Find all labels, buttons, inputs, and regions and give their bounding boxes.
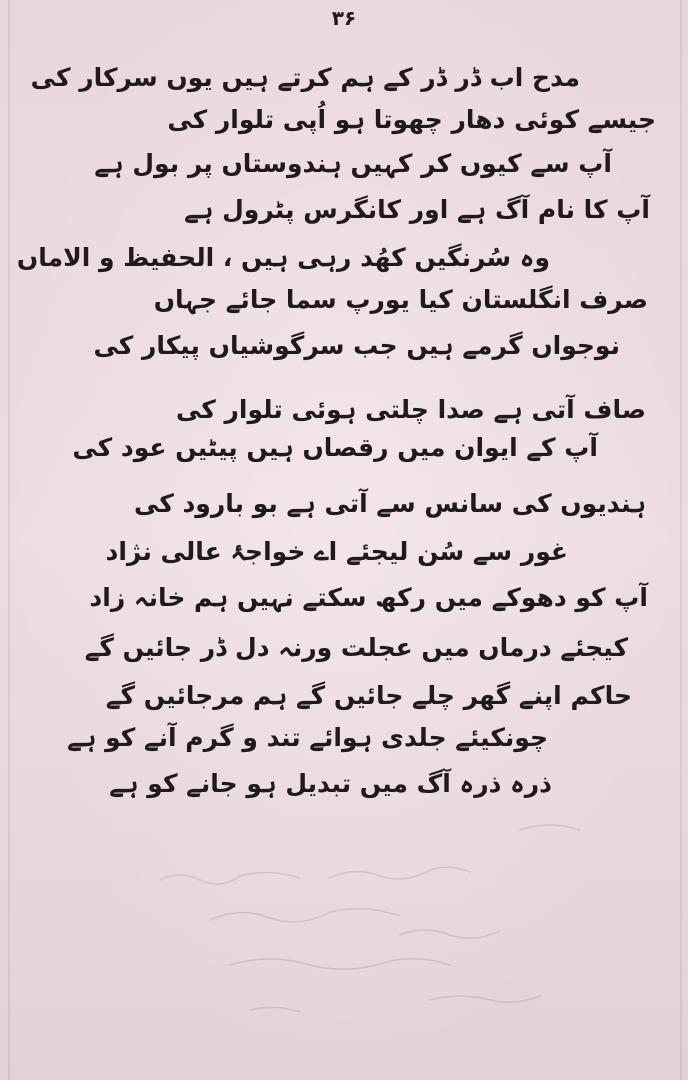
poem-line-12: آپ کو دھوکے میں رکھ سکتے نہیں ہم خانہ زاد [89,583,648,612]
poem-line-14: حاکم اپنے گھر چلے جائیں گے ہم مرجائیں گے [105,681,632,710]
poem-line-8: صاف آتی ہے صدا چلتی ہوئی تلوار کی [175,395,646,424]
poem-line-1: مدح اب ڈر ڈر کے ہم کرتے ہیں یوں سرکار کی [30,63,580,92]
poem-line-11: غور سے سُن لیجئے اے خواجۂ عالی نژاد [105,537,568,566]
poem-line-15: چونکیئے جلدی ہوائے تند و گرم آنے کو ہے [67,723,548,752]
page-edge-left [8,0,10,1080]
page-edge-right [680,0,682,1080]
poem-line-10: ہندیوں کی سانس سے آتی ہے بو بارود کی [133,489,646,518]
poem-line-2: جیسے کوئی دھار چھوتا ہو اُپی تلوار کی [167,105,656,134]
poem-line-3: آپ سے کیوں کر کہیں ہندوستاں پر بول ہے [94,149,612,178]
poem-line-5: وہ سُرنگیں کھُد رہی ہیں ، الحفیظ و الاماں [16,243,550,272]
page-number: ۳۶ [331,6,357,30]
poem-line-9: آپ کے ایوان میں رقصاں ہیں پیٹیں عود کی [72,433,598,462]
poem-line-16: ذرہ ذرہ آگ میں تبدیل ہو جانے کو ہے [109,769,552,798]
poem-line-7: نوجواں گرمے ہیں جب سرگوشیاں پیکار کی [93,331,620,360]
poem-line-13: کیجئے درماں میں عجلت ورنہ دل ڈر جائیں گے [84,633,628,662]
poem-line-6: صرف انگلستان کیا یورپ سما جائے جہاں [153,285,648,314]
poem-line-4: آپ کا نام آگ ہے اور کانگرس پٹرول ہے [184,195,650,224]
